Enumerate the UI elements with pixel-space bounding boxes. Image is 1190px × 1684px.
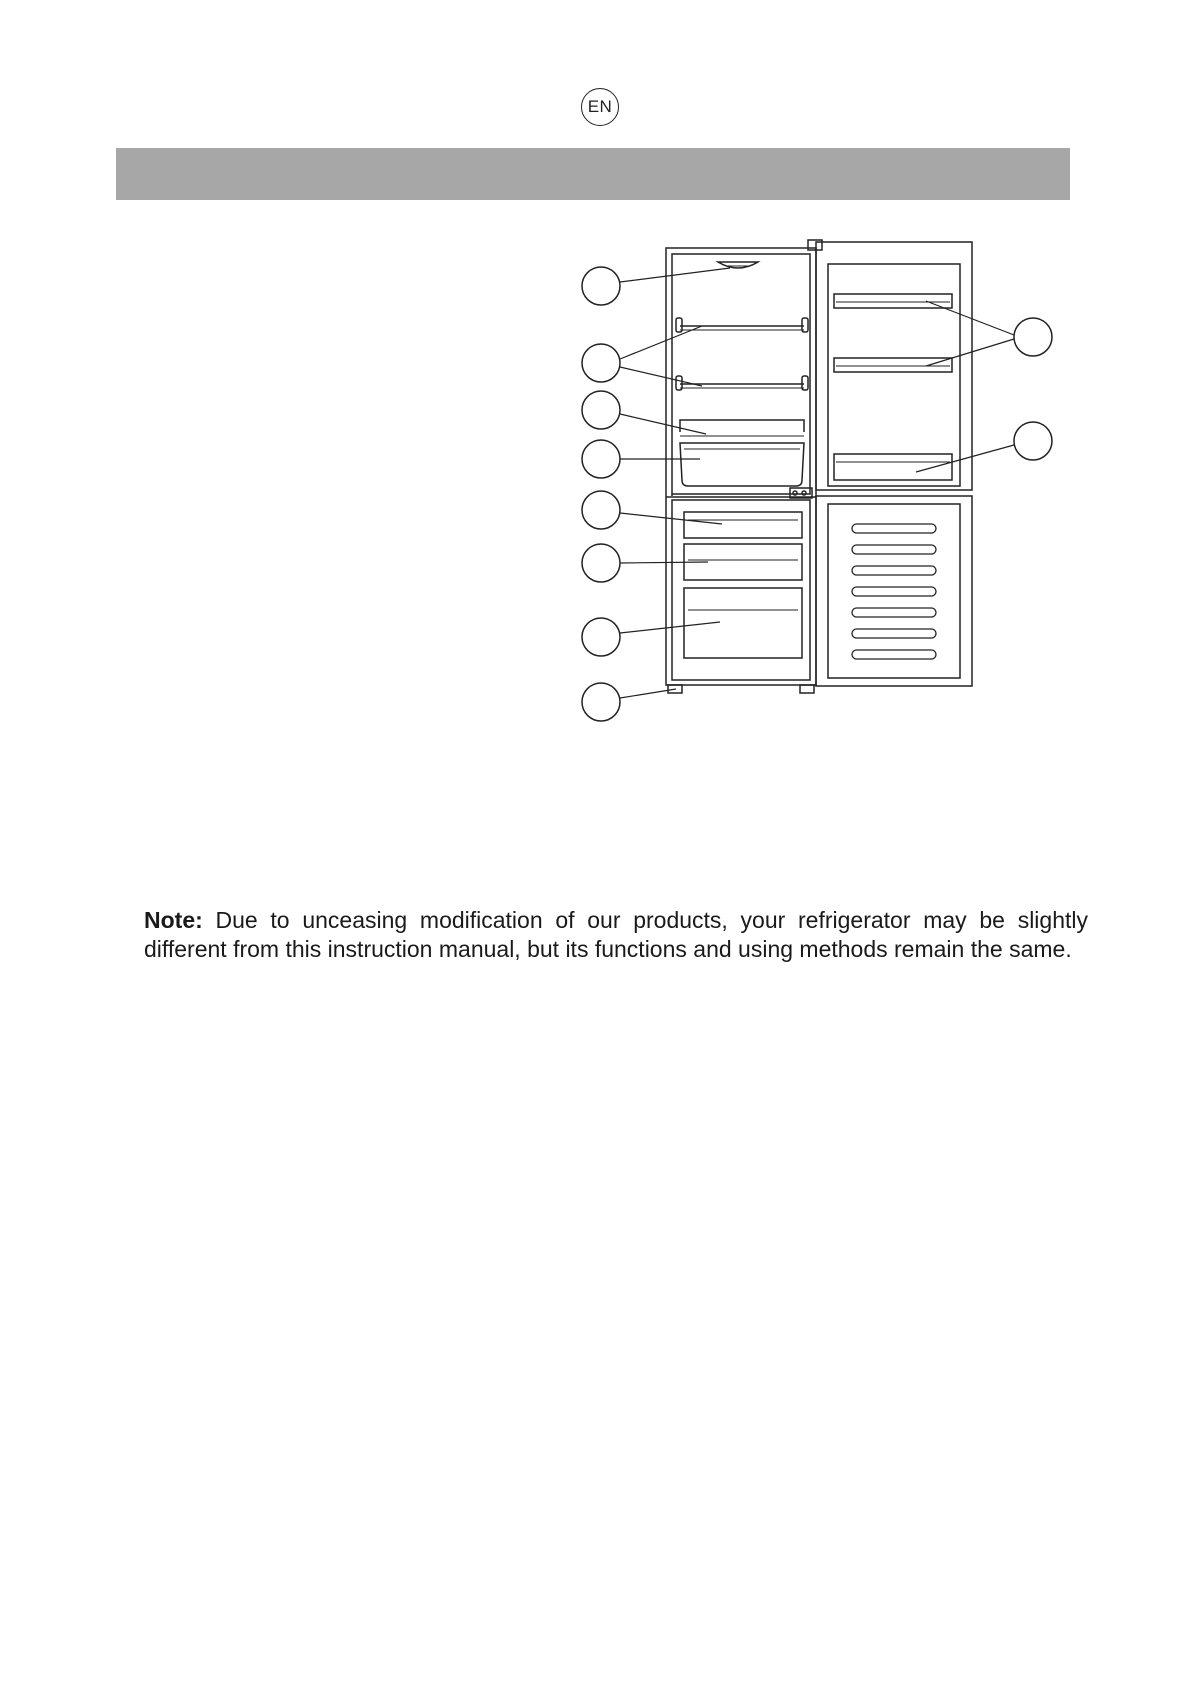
freezer-drawer: [684, 588, 802, 658]
callout-marker: [582, 391, 620, 429]
note-paragraph: [144, 906, 1088, 964]
note-text: Due to unceasing modification of our products, your refrigerator may be slightly different from this instruction manual, but its functions and using methods remain the same.: [144, 907, 1088, 962]
language-badge-label: EN: [587, 97, 613, 116]
door-shelf: [834, 294, 952, 308]
callout-marker: [582, 618, 620, 656]
crisper-drawer: [680, 443, 804, 486]
callout-markers: [582, 267, 1052, 721]
cabinet-outline: [666, 248, 816, 685]
fridge-light: [718, 262, 758, 268]
callout-marker: [582, 344, 620, 382]
freezer-drawer: [684, 512, 802, 538]
note-label: Note:: [144, 907, 203, 933]
crisper-cover: [680, 420, 804, 436]
leveling-feet: [668, 685, 814, 693]
callout-marker: [582, 544, 620, 582]
door-hinge: [790, 240, 822, 498]
callout-marker: [582, 440, 620, 478]
callout-marker: [1014, 422, 1052, 460]
freezer-door-gasket: [852, 524, 936, 659]
callout-marker: [582, 491, 620, 529]
refrigerator-diagram: [0, 0, 1190, 760]
fridge-shelf: [676, 376, 808, 390]
fridge-shelf: [676, 318, 808, 332]
callout-marker: [1014, 318, 1052, 356]
door-shelf: [834, 358, 952, 372]
callout-marker: [582, 267, 620, 305]
callout-marker: [582, 683, 620, 721]
